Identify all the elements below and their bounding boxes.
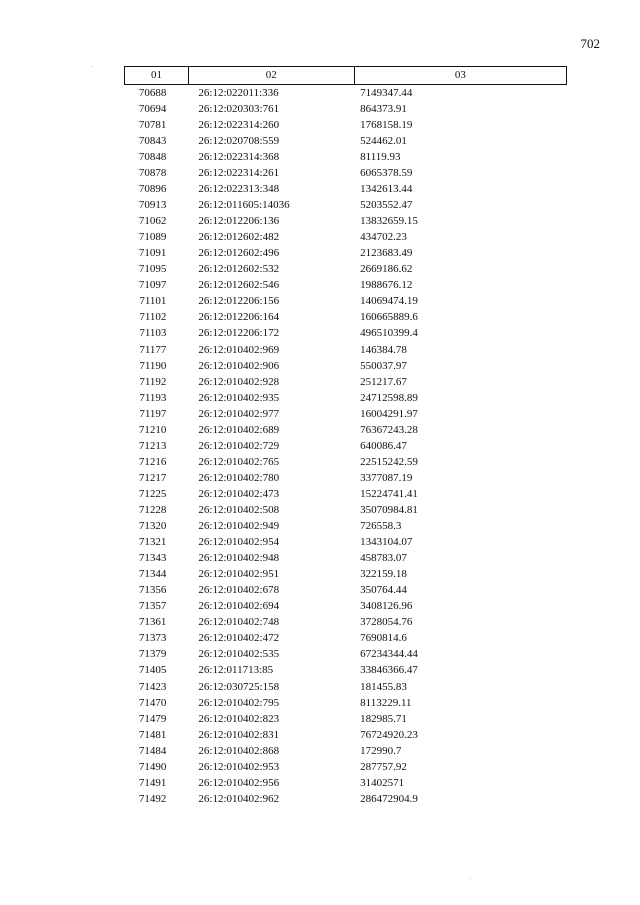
cell-03: 8113229.11 (360, 696, 412, 709)
table-row (125, 566, 567, 582)
scan-speck (92, 66, 93, 67)
cell-03: 2669186.62 (360, 263, 413, 276)
cell-01: 71193 (139, 391, 167, 404)
cell-03: 550037.97 (360, 359, 407, 372)
table-body (125, 85, 567, 808)
cell-01: 71102 (139, 311, 167, 324)
cell-01: 71343 (138, 552, 167, 565)
cell-01: 71062 (138, 215, 167, 228)
cell-01: 71192 (139, 375, 167, 388)
table-header-row (125, 67, 567, 85)
table-row (125, 197, 567, 213)
scan-speck (470, 878, 471, 879)
cell-02: 26:12:010402:948 (198, 552, 280, 565)
cell-02: 26:12:010402:953 (198, 760, 280, 773)
cell-03: 1343104.07 (360, 536, 413, 549)
cell-03: 15224741.41 (360, 487, 418, 500)
table-row (125, 229, 567, 245)
cell-03: 76724920.23 (360, 728, 418, 741)
cell-02: 26:12:010402:472 (198, 632, 280, 645)
cell-01: 71379 (138, 648, 167, 661)
table-row (125, 599, 567, 615)
cell-01: 70694 (138, 102, 167, 115)
cell-03: 287757.92 (360, 760, 407, 773)
cell-03: 251217.67 (360, 375, 407, 388)
cell-03: 496510399.4 (360, 327, 418, 340)
cell-02: 26:12:012206:172 (198, 327, 280, 340)
cell-02: 26:12:011713:85 (198, 664, 274, 677)
table-row (125, 165, 567, 181)
cell-02: 26:12:012602:496 (198, 247, 280, 260)
cell-01: 70843 (138, 134, 167, 147)
table-row (125, 775, 567, 791)
cell-02: 26:12:010402:977 (198, 407, 280, 420)
cell-02: 26:12:012602:532 (198, 263, 280, 276)
cell-03: 172990.7 (360, 744, 402, 757)
cell-01: 70688 (138, 86, 167, 99)
cell-03: 160665889.6 (360, 311, 418, 324)
cell-03: 1988676.12 (360, 279, 413, 292)
cell-03: 182985.71 (360, 712, 407, 725)
cell-03: 3408126.96 (360, 600, 413, 613)
table-row (125, 759, 567, 775)
cell-01: 71361 (138, 616, 167, 629)
cell-02: 26:12:010402:729 (198, 439, 280, 452)
cell-01: 71216 (138, 455, 167, 468)
cell-01: 71213 (138, 439, 167, 452)
cell-01: 71373 (138, 632, 167, 645)
cell-03: 13832659.15 (360, 215, 418, 228)
cell-01: 71101 (139, 295, 167, 308)
cell-02: 26:12:010402:678 (198, 584, 280, 597)
cell-03: 81119.93 (360, 150, 401, 163)
table-row (125, 262, 567, 278)
table-row (125, 278, 567, 294)
cell-02: 26:12:010402:949 (198, 520, 280, 533)
cell-02: 26:12:010402:928 (198, 375, 280, 388)
cell-03: 434702.23 (360, 231, 407, 244)
table-row (125, 470, 567, 486)
table-row (125, 695, 567, 711)
table-row (125, 615, 567, 631)
cell-01: 70781 (138, 118, 167, 131)
table-row (125, 101, 567, 117)
table-row (125, 631, 567, 647)
table-row (125, 550, 567, 566)
cell-02: 26:12:012206:156 (198, 295, 280, 308)
cell-01: 70896 (138, 183, 167, 196)
cell-01: 71344 (138, 568, 167, 581)
cell-02: 26:12:022011:336 (198, 86, 279, 99)
cell-02: 26:12:010402:508 (198, 503, 280, 516)
cell-02: 26:12:010402:831 (198, 728, 280, 741)
cell-02: 26:12:010402:951 (198, 568, 280, 581)
cell-02: 26:12:010402:748 (198, 616, 280, 629)
table-row (125, 342, 567, 358)
cell-01: 71479 (138, 712, 167, 725)
cell-02: 26:12:010402:694 (198, 600, 280, 613)
table-row (125, 727, 567, 743)
table-row (125, 534, 567, 550)
cell-03: 5203552.47 (360, 199, 413, 212)
cell-02: 26:12:010402:765 (198, 455, 280, 468)
data-table (124, 66, 567, 807)
cell-01: 71405 (138, 664, 167, 677)
table-row (125, 582, 567, 598)
cell-01: 71103 (139, 327, 167, 340)
table-row (125, 711, 567, 727)
cell-03: 458783.07 (360, 552, 407, 565)
table-row (125, 85, 567, 102)
table-row (125, 454, 567, 470)
table-row (125, 133, 567, 149)
cell-01: 71095 (138, 263, 167, 276)
cell-01: 70878 (138, 167, 167, 179)
table-row (125, 326, 567, 342)
cell-03: 2123683.49 (360, 247, 413, 260)
cell-01: 71356 (138, 584, 167, 597)
page-number: 702 (580, 36, 600, 51)
table-row (125, 245, 567, 261)
cell-03: 3728054.76 (360, 616, 413, 629)
table-row (125, 502, 567, 518)
cell-03: 67234344.44 (360, 648, 418, 661)
cell-02: 26:12:010402:935 (198, 391, 280, 404)
table-row (125, 149, 567, 165)
table-row (125, 518, 567, 534)
cell-02: 26:12:010402:962 (198, 792, 280, 805)
table-row (125, 374, 567, 390)
table-row (125, 406, 567, 422)
cell-01: 71357 (138, 600, 167, 613)
cell-02: 26:12:022313:348 (198, 183, 280, 196)
cell-02: 26:12:010402:954 (198, 536, 280, 549)
table-row (125, 647, 567, 663)
cell-03: 350764.44 (360, 584, 407, 597)
cell-02: 26:12:022314:368 (198, 150, 280, 163)
cell-03: 31402571 (360, 776, 405, 789)
table-row (125, 663, 567, 679)
cell-02: 26:12:022314:261 (198, 167, 280, 179)
cell-02: 26:12:010402:535 (198, 648, 280, 661)
cell-02: 26:12:012206:164 (198, 311, 280, 324)
cell-01: 71217 (138, 471, 167, 484)
cell-01: 71225 (138, 487, 167, 500)
cell-01: 71481 (138, 728, 167, 741)
table-row (125, 422, 567, 438)
table-row (125, 743, 567, 759)
cell-01: 71484 (138, 744, 167, 757)
cell-03: 16004291.97 (360, 407, 418, 420)
cell-02: 26:12:010402:956 (198, 776, 280, 789)
cell-02: 26:12:012206:136 (198, 215, 280, 228)
cell-03: 181455.83 (360, 680, 407, 693)
cell-03: 864373.91 (360, 102, 407, 115)
cell-03: 1342613.44 (360, 183, 413, 196)
table-row (125, 294, 567, 310)
cell-03: 35070984.81 (360, 503, 418, 516)
cell-03: 33846366.47 (360, 664, 418, 677)
cell-01: 70848 (138, 150, 167, 163)
cell-02: 26:12:010402:823 (198, 712, 280, 725)
table-row (125, 438, 567, 454)
cell-03: 76367243.28 (360, 423, 418, 436)
cell-03: 524462.01 (360, 134, 407, 147)
table-row (125, 310, 567, 326)
cell-01: 71321 (138, 536, 167, 549)
cell-03: 6065378.59 (360, 167, 413, 179)
cell-03: 7690814.6 (360, 632, 407, 645)
cell-02: 26:12:020708:559 (198, 134, 280, 147)
cell-03: 1768158.19 (360, 118, 413, 131)
cell-01: 71491 (138, 776, 167, 789)
cell-02: 26:12:012602:482 (198, 231, 280, 244)
cell-01: 71190 (139, 359, 167, 372)
cell-03: 3377087.19 (360, 471, 413, 484)
cell-03: 322159.18 (360, 568, 407, 581)
cell-02: 26:12:010402:906 (198, 359, 280, 372)
cell-01: 71177 (139, 343, 167, 356)
cell-02: 26:12:011605:14036 (198, 199, 290, 212)
cell-01: 71228 (138, 503, 167, 516)
cell-03: 640086.47 (360, 439, 407, 452)
cell-02: 26:12:012602:546 (198, 279, 280, 292)
column-header-03: 03 (354, 67, 566, 85)
table-row (125, 358, 567, 374)
cell-01: 71423 (138, 680, 167, 693)
cell-02: 26:12:010402:780 (198, 471, 280, 484)
table-row (125, 486, 567, 502)
cell-01: 71492 (138, 792, 167, 805)
table-row (125, 791, 567, 807)
cell-02: 26:12:010402:795 (198, 696, 280, 709)
cell-03: 726558.3 (360, 520, 402, 533)
cell-02: 26:12:030725:158 (198, 680, 280, 693)
cell-02: 26:12:010402:473 (198, 487, 280, 500)
cell-01: 71089 (138, 231, 167, 244)
cell-03: 24712598.89 (360, 391, 418, 404)
column-header-01: 01 (125, 67, 189, 85)
cell-03: 14069474.19 (360, 295, 418, 308)
cell-01: 71097 (138, 279, 167, 292)
cell-03: 146384.78 (360, 343, 407, 356)
cell-02: 26:12:022314:260 (198, 118, 280, 131)
cell-03: 22515242.59 (360, 455, 418, 468)
cell-02: 26:12:020303:761 (198, 102, 280, 115)
cell-03: 286472904.9 (360, 792, 418, 805)
table-row (125, 390, 567, 406)
cell-02: 26:12:010402:868 (198, 744, 280, 757)
cell-01: 71320 (138, 520, 167, 533)
table-row (125, 213, 567, 229)
cell-01: 70913 (138, 199, 167, 212)
cell-01: 71197 (139, 407, 167, 420)
cell-01: 71210 (138, 423, 167, 436)
table-row (125, 117, 567, 133)
cell-01: 71091 (138, 247, 167, 260)
cell-02: 26:12:010402:689 (198, 423, 280, 436)
table-row (125, 181, 567, 197)
cell-02: 26:12:010402:969 (198, 343, 280, 356)
column-header-02: 02 (188, 67, 354, 85)
cell-01: 71470 (138, 696, 167, 709)
cell-01: 71490 (138, 760, 167, 773)
table-row (125, 679, 567, 695)
cell-03: 7149347.44 (360, 86, 413, 99)
